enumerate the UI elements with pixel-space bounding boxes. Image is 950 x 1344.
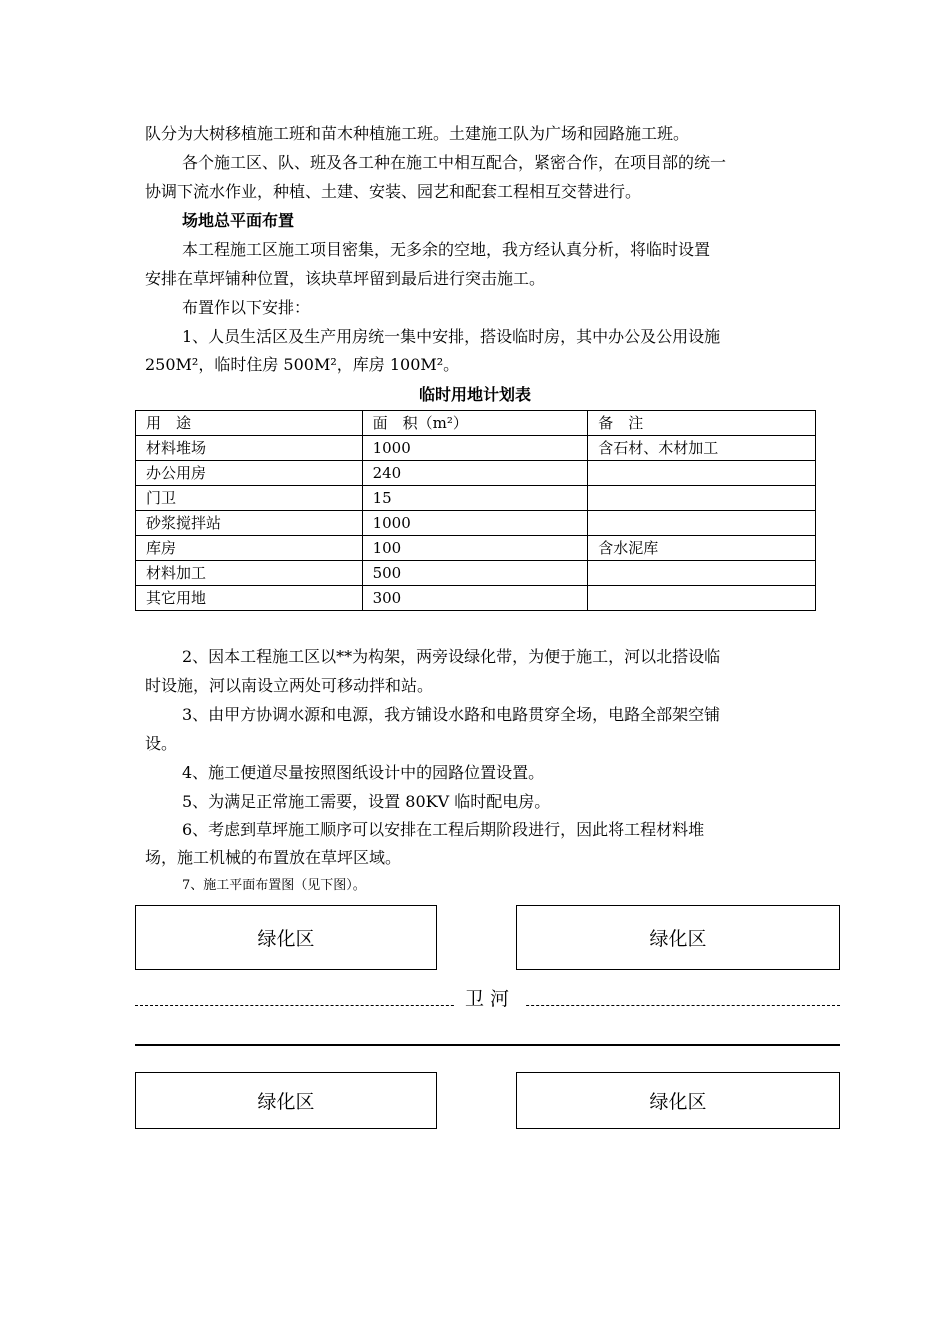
paragraph-line: 各个施工区、队、班及各工种在施工中相互配合，紧密合作，在项目部的统一 — [182, 153, 727, 172]
paragraph-line: 1、人员生活区及生产用房统一集中安排，搭设临时房，其中办公及公用设施 — [182, 327, 721, 346]
zone-label: 绿化区 — [649, 928, 707, 950]
table-cell — [588, 486, 816, 511]
header-cell: 面 积（m²） — [362, 411, 588, 436]
paragraph-line: 安排在草坪铺种位置，该块草坪留到最后进行突击施工。 — [145, 269, 546, 288]
paragraph-line: 3、由甲方协调水源和电源，我方铺设水路和电路贯穿全场，电路全部架空铺 — [182, 705, 721, 724]
table-cell — [588, 461, 816, 486]
green-zone-bottom-left — [135, 1072, 437, 1129]
table-cell: 材料加工 — [136, 561, 363, 586]
table-header-row — [136, 411, 816, 436]
green-zone-bottom-right — [516, 1072, 840, 1129]
table-cell: 100 — [362, 536, 588, 561]
paragraph-line: 本工程施工区施工项目密集，无多余的空地，我方经认真分析，将临时设置 — [182, 240, 711, 259]
land-use-table — [135, 410, 816, 611]
paragraph-line: 7、施工平面布置图（见下图）。 — [182, 878, 366, 893]
paragraph-line: 5、为满足正常施工需要，设置 80KV 临时配电房。 — [182, 792, 551, 811]
table-cell — [588, 561, 816, 586]
table-row — [136, 586, 816, 611]
paragraph-line: 时设施，河以南设立两处可移动拌和站。 — [145, 676, 434, 695]
table-cell: 15 — [362, 486, 588, 511]
table-row — [136, 536, 816, 561]
paragraph-line: 设。 — [145, 734, 178, 753]
table-cell — [588, 586, 816, 611]
paragraph-line: 协调下流水作业，种植、土建、安装、园艺和配套工程相互交替进行。 — [145, 182, 642, 201]
table-cell: 1000 — [362, 436, 588, 461]
river-bank-line — [135, 1044, 840, 1046]
table-cell: 300 — [362, 586, 588, 611]
header-cell: 备 注 — [588, 411, 816, 436]
paragraph-line: 队分为大树移植施工班和苗木种植施工班。土建施工队为广场和园路施工班。 — [145, 124, 690, 143]
table-row — [136, 561, 816, 586]
section-heading: 场地总平面布置 — [182, 211, 295, 230]
table-cell: 含水泥库 — [588, 536, 816, 561]
table-cell: 办公用房 — [136, 461, 363, 486]
header-cell: 用 途 — [136, 411, 363, 436]
zone-label: 绿化区 — [649, 1091, 707, 1113]
table-cell — [588, 511, 816, 536]
table-title: 临时用地计划表 — [418, 385, 531, 404]
table-row — [136, 486, 816, 511]
river-label: 卫河 — [455, 984, 525, 1010]
zone-label: 绿化区 — [257, 1091, 315, 1113]
table-cell: 其它用地 — [136, 586, 363, 611]
green-zone-top-left — [135, 905, 437, 970]
paragraph-line: 布置作以下安排： — [182, 298, 311, 317]
table-cell: 砂浆搅拌站 — [136, 511, 363, 536]
table-cell: 库房 — [136, 536, 363, 561]
table-row — [136, 511, 816, 536]
paragraph-line: 场，施工机械的布置放在草坪区域。 — [145, 848, 402, 867]
table-cell: 门卫 — [136, 486, 363, 511]
paragraph-line: 250M²，临时住房 500M²，库房 100M²。 — [145, 355, 460, 374]
paragraph-line: 4、施工便道尽量按照图纸设计中的园路位置设置。 — [182, 763, 545, 782]
green-zone-top-right — [516, 905, 840, 970]
table-cell: 含石材、木材加工 — [588, 436, 816, 461]
table-row — [136, 461, 816, 486]
zone-label: 绿化区 — [257, 928, 315, 950]
table-cell: 500 — [362, 561, 588, 586]
paragraph-line: 2、因本工程施工区以**为构架，两旁设绿化带，为便于施工，河以北搭设临 — [182, 647, 721, 666]
table-cell: 1000 — [362, 511, 588, 536]
table-cell: 240 — [362, 461, 588, 486]
table-row — [136, 436, 816, 461]
paragraph-line: 6、考虑到草坪施工顺序可以安排在工程后期阶段进行，因此将工程材料堆 — [182, 820, 705, 839]
table-cell: 材料堆场 — [136, 436, 363, 461]
